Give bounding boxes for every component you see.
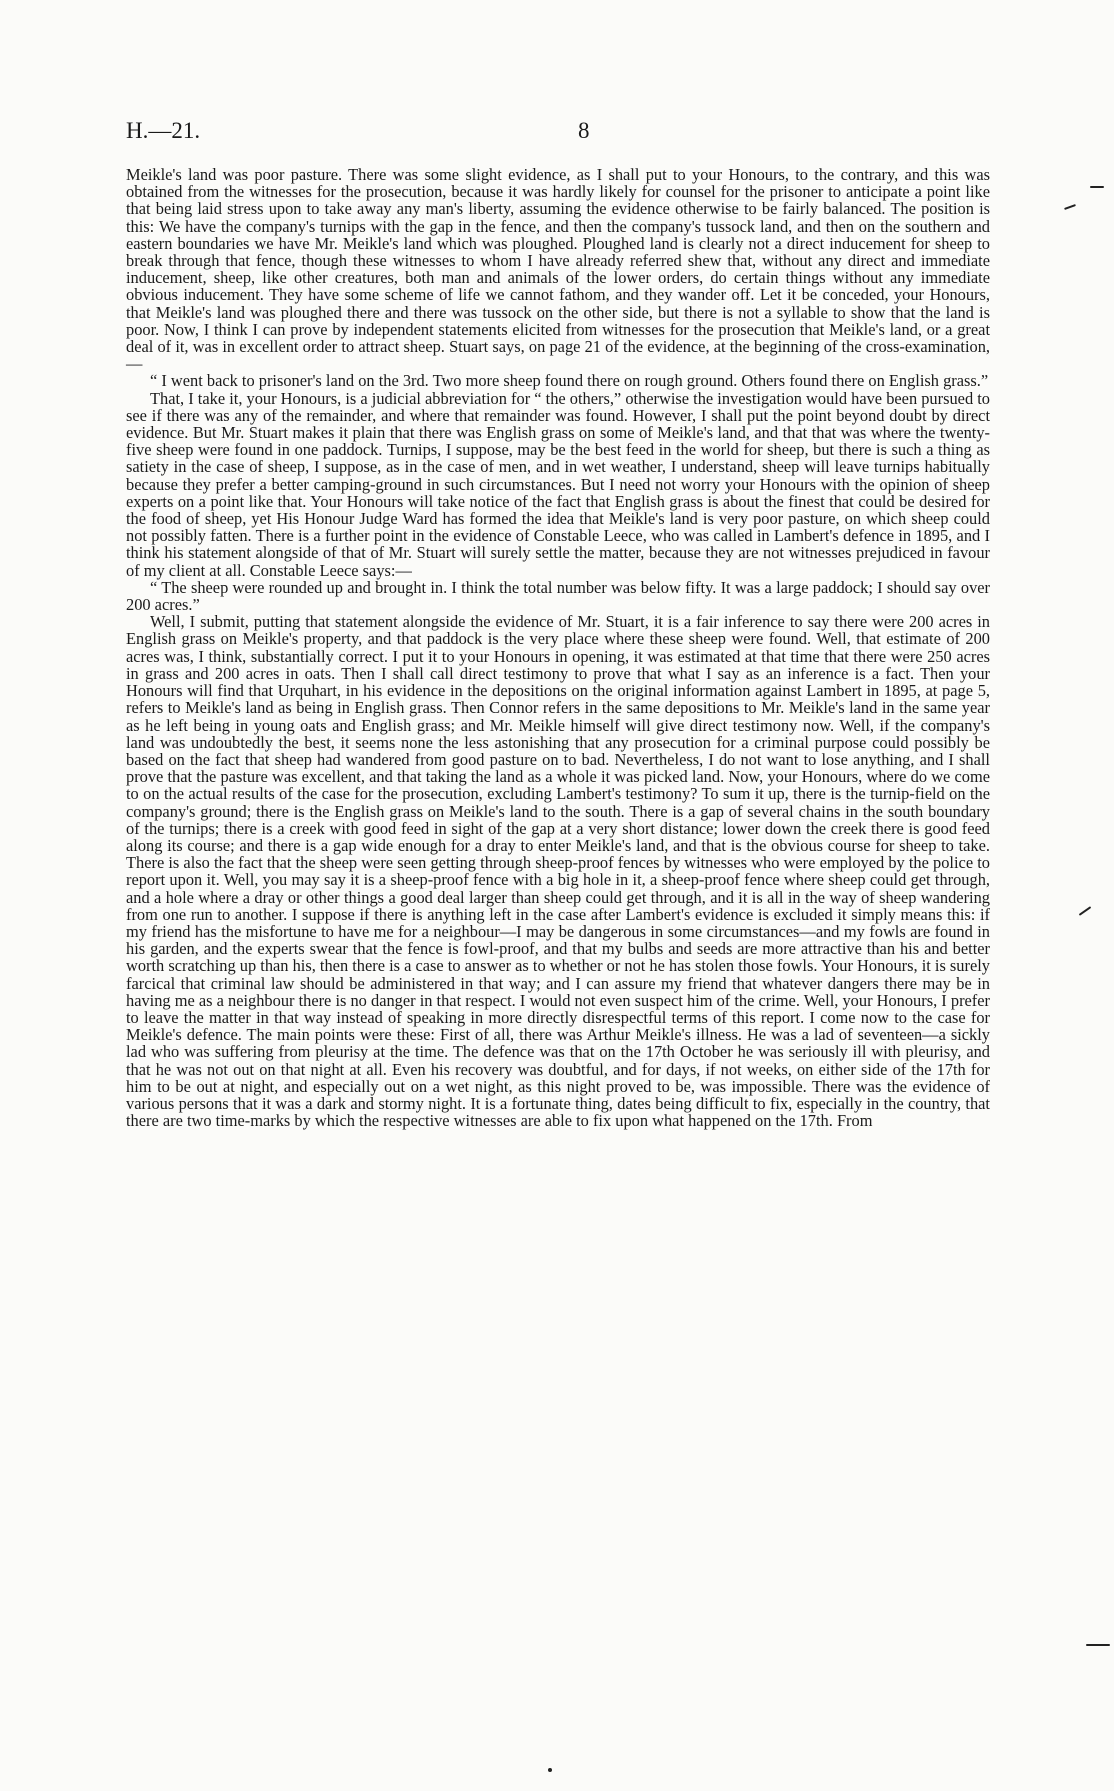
paragraph-3: Well, I submit, putting that statement alongside the evidence of Mr. Stuart, it is a fair inference to say there were 200 acres in English grass on Meikle's property, and that paddock is the very place where these sheep were found. Well, that estimate of 200 acres was, I think, substantially correct. I put it to your Honours in opening, it was estimated at that time that there were 250 acres in grass and 200 acres in oats. Then I shall call direct testimony to prove that what I say as an inference is a fact. Then your Honours will find that Urquhart, in his evidence in the depositions on the original information against Lambert in 1895, at page 5, refers to Meikle's land as being in English grass. Then Connor refers in the same depositions to Mr. Meikle's land in the same year as he left being in young oats and English grass; and Mr. Meikle himself will give direct testimony now. Well, if the company's land was undoubtedly the best, it seems none the less astonishing that any prosecution for a criminal purpose could possibly be based on the fact that sheep had wandered from good pasture on to bad. Nevertheless, I do not want to lose anything, and I shall prove that the pasture was excellent, and that taking the land as a whole it was picked land. Now, your Honours, where do we come to on the actual results of the case for the prosecution, excluding Lambert's testimony? To sum it up, there is the turnip-field on the company's ground; there is the English grass on Meikle's land to the south. There is a gap of several chains in the south boundary of the turnips; there is a creek with good feed in sight of the gap at a very short distance; lower down the creek there is good feed along its course; and there is a gap wide enough for a dray to enter Meikle's land, and that is the obvious course for sheep to take. There is also the fact that the sheep were seen getting through sheep-proof fences by witnesses who were employed by the police to report upon it. Well, you may say it is a sheep-proof fence with a big hole in it, a sheep-proof fence where sheep could get through, and a hole where a dray or other things a good deal larger than sheep could get through, and it is all in the way of sheep wandering from one run to another. I suppose if there is anything left in the case after Lambert's evidence is excluded it simply means this: if my friend has the misfortune to have me for a neighbour—I may be dangerous in some circumstances—and my fowls are found in his garden, and the experts swear that the fence is fowl-proof, and that my bulbs and seeds are more attractive than his and better worth scratching up than his, then there is a case to answer as to whether or not he has stolen those fowls. Your Honours, it is surely farcical that criminal law should be administered in that way; and I can assure my friend that whatever dangers there may be in having me as a neighbour there is no danger in that respect. I would not even suspect him of the crime. Well, your Honours, I prefer to leave the matter in that way instead of speaking in more directly disrespectful terms of this report. I come now to the case for Meikle's defence. The main points were these: First of all, there was Arthur Meikle's illness. He was a lad of seventeen—a sickly lad who was suffering from pleurisy at the time. The defence was that on the 17th October he was seriously ill with pleurisy, and that he was not out on that night at all. Even his recovery was doubtful, and for days, if not weeks, on either side of the 17th for him to be out at night, and especially out on a wet night, as this night proved to be, was impossible. There was the evidence of various persons that it was a dark and stormy night. It is a fortunate thing, dates being difficult to fix, especially in the country, that there are two time-marks by which the respective witnesses are able to fix upon what happened on the 17th. From	[126, 612, 990, 1131]
paragraph-2: That, I take it, your Honours, is a judicial abbreviation for “ the others,” otherwise the investigation would have been pursued to see if there was any of the remainder, and where that remainder was found. However, I shall put the point beyond doubt by direct evidence. But Mr. Stuart makes it plain that there was English grass on some of Meikle's land, and that that was where the twenty-five sheep were found in one paddock. Turnips, I suppose, may be the best feed in the world for sheep, but there is such a thing as satiety in the case of sheep, I suppose, as in the case of men, and in wet weather, I understand, sheep will leave turnips habitually because they prefer a better camping-ground in such circumstances. But I need not worry your Honours with the opinion of sheep experts on a point like that. Your Honours will take notice of the fact that English grass is about the finest that could be desired for the food of sheep, yet His Honour Judge Ward has formed the idea that Meikle's land is very poor pasture, on which sheep could not possibly fatten. There is a further point in the evidence of Constable Leece, who was called in Lambert's defence in 1895, and I think his statement alongside of that of Mr. Stuart will surely settle the matter, because they are not witnesses prejudiced in favour of my client at all. Constable Leece says:—	[126, 388, 990, 580]
body-text	[126, 166, 990, 1129]
page-number: 8	[578, 118, 590, 143]
footer-dot	[548, 1768, 552, 1772]
paragraph-1: Meikle's land was poor pasture. There was some slight evidence, as I shall put to your Honours, to the contrary, and this was obtained from the witnesses for the prosecution, because it was hardly likely for counsel for the prisoner to anticipate a point like that being laid stress upon to take away any man's liberty, assuming the evidence otherwise to be fairly balanced. The position is this: We have the company's turnips with the gap in the fence, and then the company's tussock land, and then on the southern and eastern boundaries we have Mr. Meikle's land which was ploughed. Ploughed land is clearly not a direct inducement for sheep to break through that fence, though these witnesses to whom I have already referred shew that, without any direct and immediate inducement, sheep, like other creatures, both man and animals of the lower orders, do certain things without any immediate obvious inducement. They have some scheme of life we cannot fathom, and they wander off. Let it be conceded, your Honours, that Meikle's land was ploughed there and there was tussock on the other side, but there is not a syllable to show that the land is poor. Now, I think I can prove by independent statements elicited from witnesses for the prosecution that Meikle's land, or a great deal of it, was in excellent order to attract sheep. Stuart says, on page 21 of the evidence, at the beginning of the cross-examination,—	[126, 165, 990, 374]
margin-mark-left-upper	[1064, 204, 1076, 210]
quotation-stuart: “ I went back to prisoner's land on the 3rd. Two more sheep found there on rough ground. Others found there on English grass.”	[150, 371, 989, 391]
page-header	[126, 118, 990, 148]
margin-mark-middle	[1079, 906, 1092, 916]
quotation-leece: “ The sheep were rounded up and brought in. I think the total number was below fifty. It was a large paddock; I should say over 200 acres.”	[126, 577, 990, 615]
margin-mark-bottom	[1086, 1644, 1110, 1646]
document-code: H.—21.	[126, 118, 201, 143]
margin-mark-top	[1090, 186, 1104, 188]
